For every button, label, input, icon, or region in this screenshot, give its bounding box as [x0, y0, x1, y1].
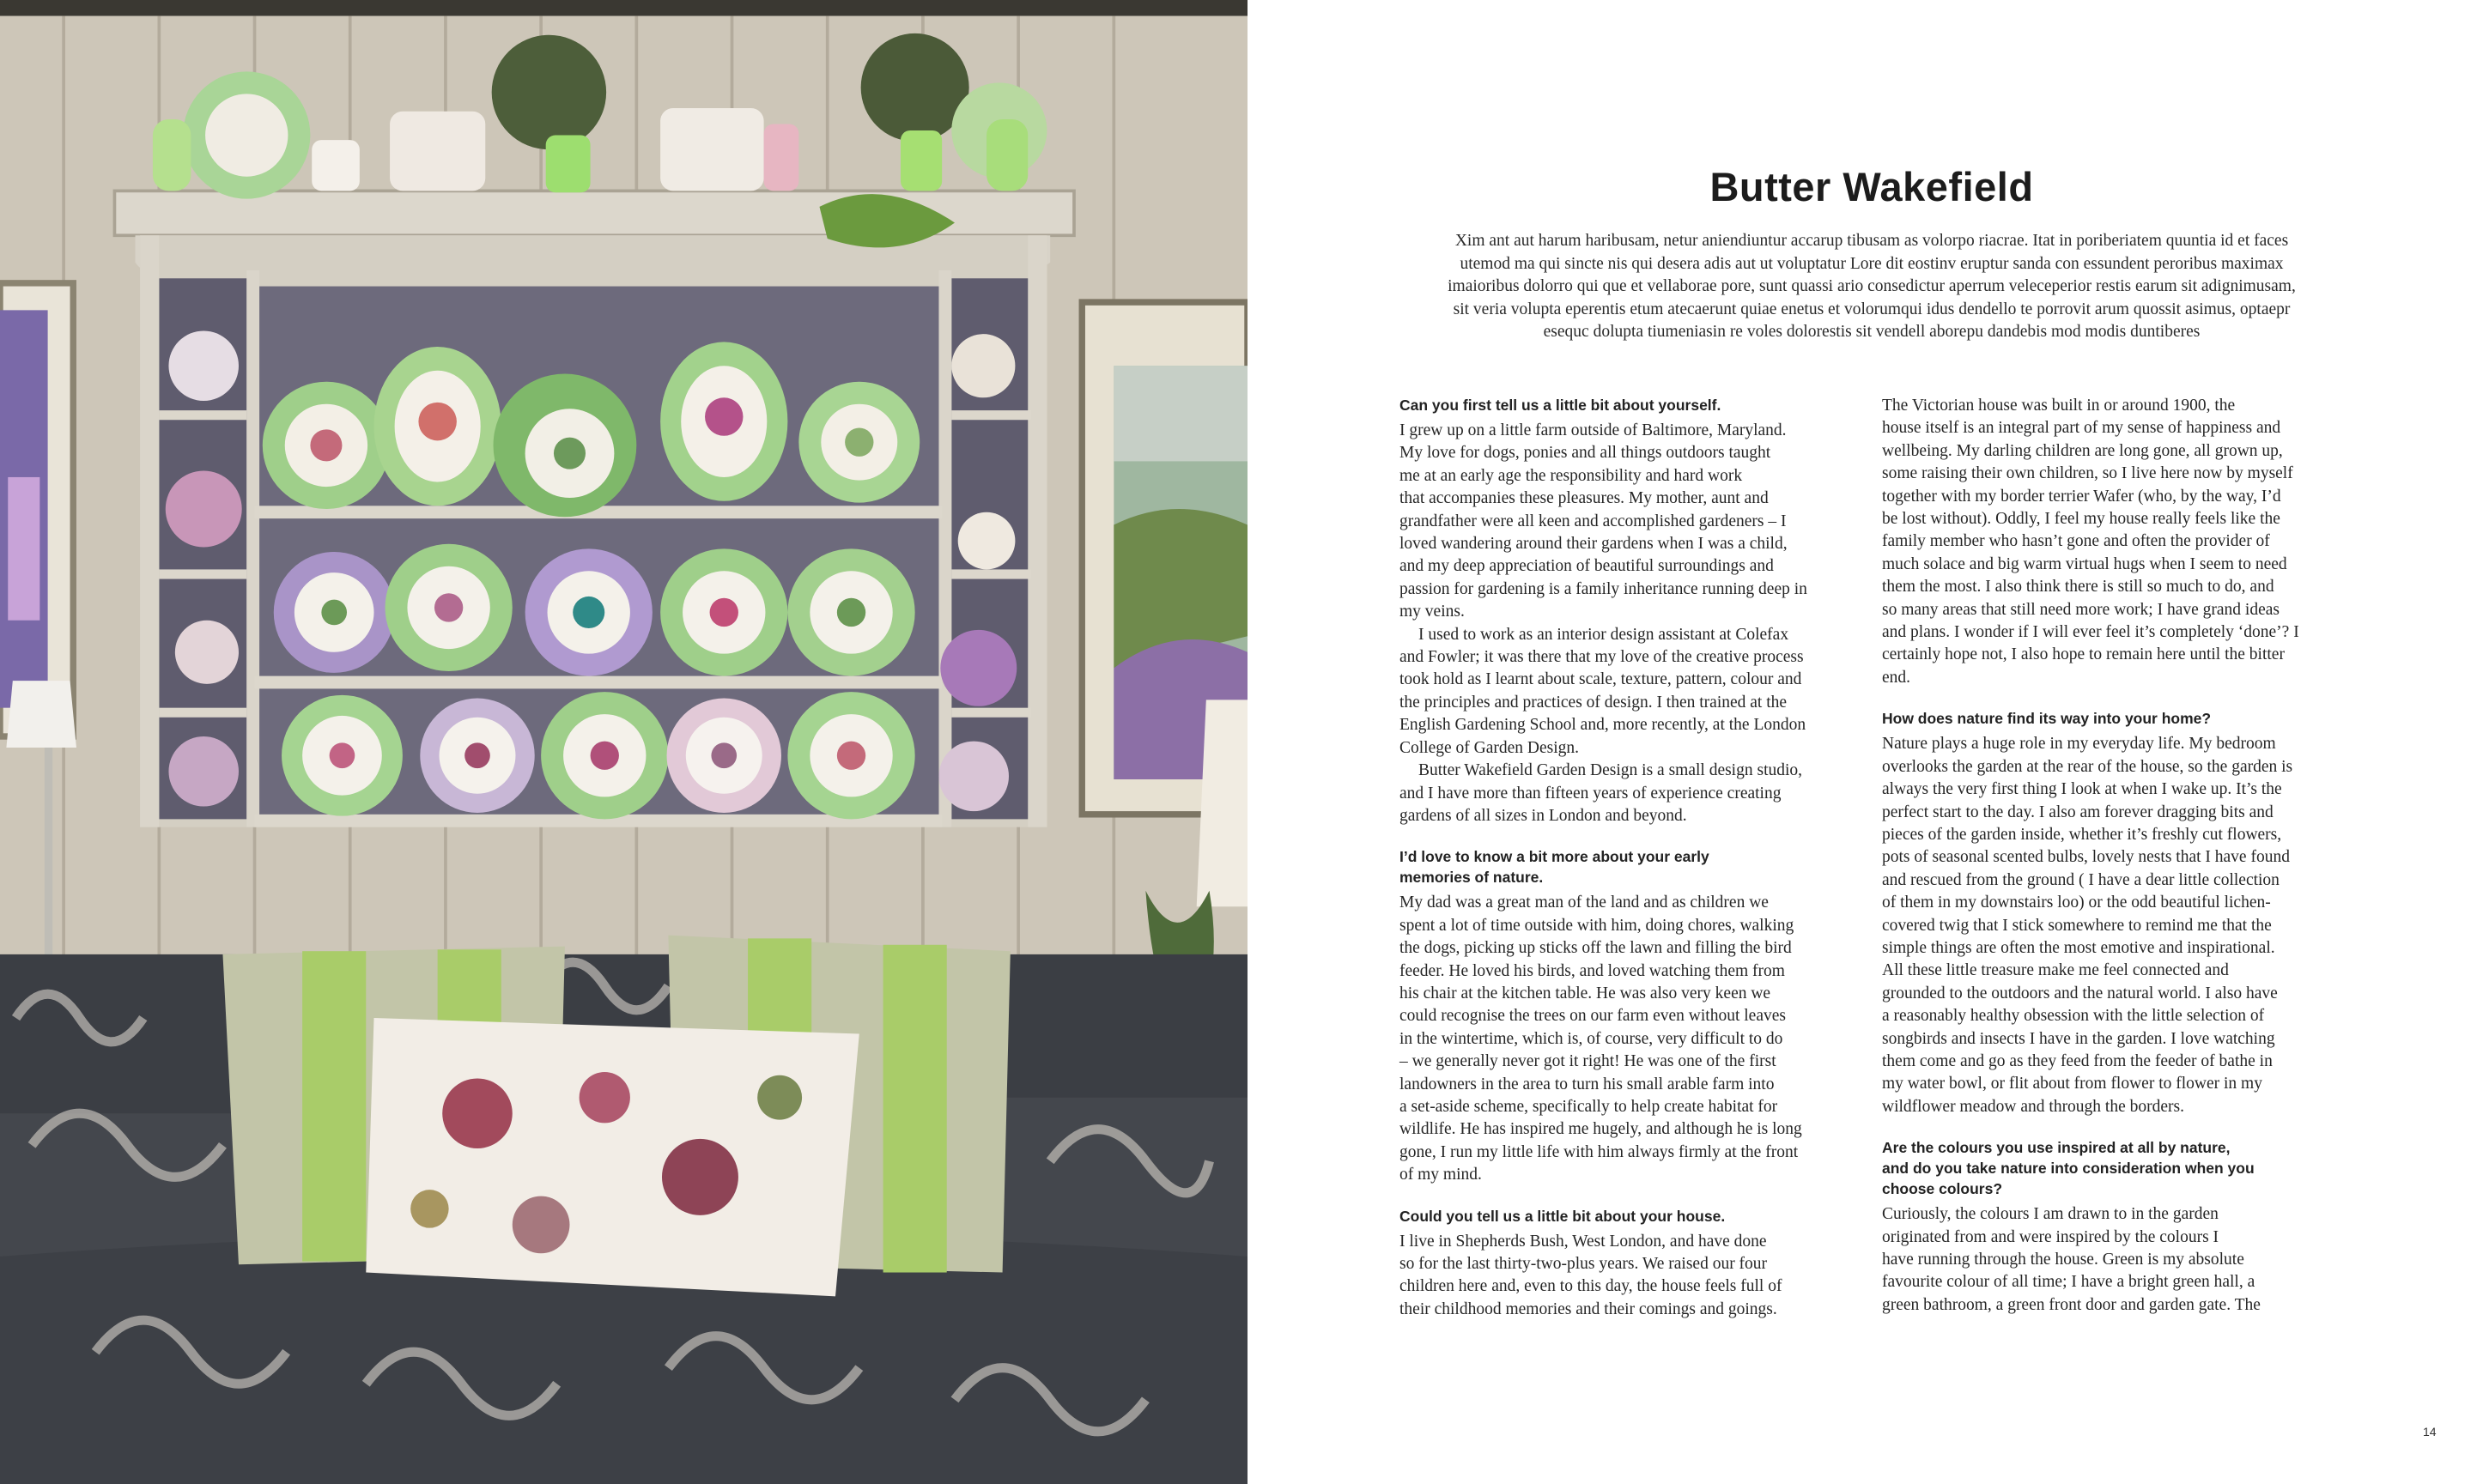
text-line: originated from and were inspired by the colours I	[1882, 1227, 2219, 1246]
text-line: My love for dogs, ponies and all things outdoors taught	[1399, 444, 1771, 463]
text-line: end.	[1882, 668, 1911, 687]
text-column-left	[1399, 395, 1863, 1321]
floral-pillow	[366, 1018, 859, 1296]
page-number: 14	[2423, 1425, 2437, 1439]
text-line: and rescued from the ground ( I have a dear little collection	[1882, 870, 2280, 889]
answer-paragraph	[1882, 733, 2346, 1118]
text-line: could recognise the trees on our farm even without leaves	[1399, 1007, 1786, 1026]
plate	[386, 544, 513, 671]
plate	[494, 373, 637, 517]
plate	[282, 695, 403, 816]
text-line: feeder. He loved his birds, and loved watching them from	[1399, 961, 1785, 980]
interview-question	[1399, 395, 1863, 415]
plate	[798, 382, 920, 503]
text-line: memories of nature.	[1399, 869, 1544, 887]
text-line: perfect start to the day. I also am forever dragging bits and	[1882, 803, 2274, 821]
text-line: them come and go as they feed from the feeder of bathe in	[1882, 1051, 2273, 1070]
text-line: certainly hope not, I also hope to remain here until the bitter	[1882, 645, 2285, 664]
text-line: wellbeing. My darling children are long gone, all grown up,	[1882, 441, 2283, 460]
text-line: their childhood memories and their comings and goings.	[1399, 1299, 1777, 1318]
text-line: landowners in the area to turn his small arable farm into	[1399, 1075, 1775, 1093]
text-line: and my deep appreciation of beautiful surroundings and	[1399, 557, 1774, 576]
plate	[525, 548, 653, 675]
text-line: Are the colours you use inspired at all by nature,	[1882, 1139, 2231, 1157]
text-line: simple things are often the most emotive and inspirational.	[1882, 938, 2275, 957]
text-line: the principles and practices of design. I then trained at the	[1399, 693, 1788, 712]
text-line: All these little treasure make me feel connected and	[1882, 961, 2229, 980]
plate	[660, 548, 787, 675]
text-line: The Victorian house was built in or around 1900, the	[1882, 397, 2236, 415]
intro-line: imaioribus dolorro qui que et vellaborae pore, sunt quassi ario consedictur aperrum veleceperior restis earum sit adignimusam,	[1448, 277, 2296, 295]
answer-paragraph	[1399, 892, 1863, 1186]
text-line: have running through the house. Green is my absolute	[1882, 1251, 2244, 1269]
text-line: Nature plays a huge role in my everyday life. My bedroom	[1882, 735, 2276, 754]
text-line: Butter Wakefield Garden Design is a small design studio,	[1418, 761, 1803, 780]
sofa	[0, 936, 1248, 1484]
text-line: Curiously, the colours I am drawn to in the garden	[1882, 1205, 2219, 1224]
text-line: me at an early age the responsibility and hard work	[1399, 466, 1743, 485]
text-line: my water bowl, or flit about from flower to flower in my	[1882, 1075, 2262, 1093]
text-line: passion for gardening is a family inheritance running deep in	[1399, 579, 1807, 598]
text-line: always the very first thing I look at when I wake up. It’s the	[1882, 780, 2282, 799]
text-line: a reasonably healthy obsession with the little selection of	[1882, 1007, 2265, 1026]
text-line: covered twig that I stick somewhere to remind me that the	[1882, 916, 2272, 935]
text-line: and Fowler; it was there that my love of the creative process	[1399, 648, 1804, 667]
intro-line: esequc dolupta tiumeniasin re voles dolorestis sit vendell aborepu dandebis mod modis duntiberes	[1543, 323, 2201, 341]
text-line: I used to work as an interior design assistant at Colefax	[1418, 625, 1789, 644]
plate	[787, 692, 914, 819]
article-intro	[1391, 230, 2352, 344]
text-line: them the most. I also think there is still so much to do, and	[1882, 578, 2274, 597]
text-line: of my mind.	[1399, 1166, 1482, 1184]
interview-question	[1399, 1206, 1863, 1227]
text-line: so many areas that still need more work; I have grand ideas	[1882, 600, 2280, 619]
intro-line: utemod ma qui sincte nis qui desera adis aut ut voluptatur Lore dit eostinv eruptur sanda con essundent peroribus maximax	[1460, 254, 2284, 273]
text-line: gardens of all sizes in London and beyond.	[1399, 806, 1687, 825]
text-line: My dad was a great man of the land and as children we	[1399, 893, 1769, 912]
plate	[787, 548, 914, 675]
plate	[541, 692, 668, 819]
text-line: pieces of the garden inside, whether it’s freshly cut flowers,	[1882, 825, 2282, 844]
text-line: and do you take nature into consideration when you	[1882, 1160, 2255, 1178]
text-line: wildflower meadow and through the borders.	[1882, 1097, 2184, 1116]
text-line: I live in Shepherds Bush, West London, and have done	[1399, 1232, 1767, 1251]
text-line: green bathroom, a green front door and garden gate. The	[1882, 1295, 2261, 1314]
text-line: that accompanies these pleasures. My mother, aunt and	[1399, 489, 1769, 508]
text-line: the dogs, picking up sticks off the lawn and filling the bird	[1399, 939, 1792, 958]
text-line: pots of seasonal scented bulbs, lovely nests that I have found	[1882, 848, 2290, 867]
text-line: my veins.	[1399, 603, 1465, 621]
text-line: wildlife. He has inspired me hugely, and although he is long	[1399, 1120, 1802, 1139]
answer-paragraph	[1882, 1203, 2346, 1317]
text-line: gone, I run my little life with him always firmly at the front	[1399, 1142, 1799, 1161]
text-line: in the wintertime, which is, of course, very difficult to do	[1399, 1029, 1783, 1048]
answer-paragraph	[1399, 1231, 1863, 1322]
text-line: of them in my downstairs loo) or the odd beautiful lichen-	[1882, 893, 2271, 912]
text-line: English Gardening School and, more recently, at the London	[1399, 716, 1806, 735]
text-column-right	[1882, 395, 2346, 1317]
text-line: much solace and big warm virtual hugs when I seem to need	[1882, 554, 2287, 573]
plates	[166, 330, 1017, 819]
plate	[420, 699, 534, 813]
text-line: and I have more than fifteen years of experience creating	[1399, 784, 1782, 803]
text-line: favourite colour of all time; I have a bright green hall, a	[1882, 1273, 2255, 1292]
text-line: children here and, even to this day, the house feels full of	[1399, 1277, 1782, 1296]
interview-question	[1882, 708, 2346, 729]
text-line: a set-aside scheme, specifically to help create habitat for	[1399, 1097, 1778, 1116]
text-line: house itself is an integral part of my sense of happiness and	[1882, 419, 2281, 438]
article-title: Butter Wakefield	[1709, 164, 2034, 209]
text-line: Could you tell us a little bit about your house.	[1399, 1207, 1726, 1225]
text-line: grounded to the outdoors and the natural world. I also have	[1882, 984, 2278, 1002]
text-line: be lost without). Oddly, I feel my house really feels like the	[1882, 510, 2280, 529]
answer-paragraph	[1399, 420, 1863, 624]
plate	[374, 347, 501, 506]
plate	[667, 699, 781, 813]
text-line: songbirds and insects I have in the garden. I love watching	[1882, 1029, 2275, 1048]
text-line: his chair at the kitchen table. He was also very keen we	[1399, 984, 1771, 1002]
answer-paragraph	[1882, 395, 2346, 689]
text-line: grandfather were all keen and accomplished gardeners – I	[1399, 512, 1787, 530]
text-line: – we generally never got it right! He was one of the first	[1399, 1052, 1776, 1071]
text-line: loved wandering around their gardens when I was a child,	[1399, 535, 1788, 554]
text-line: together with my border terrier Wafer (who, by the way, I’d	[1882, 487, 2281, 506]
intro-line: Xim ant aut harum haribusam, netur aniendiuntur accarup tibusam as volorpo riacrae. Itat in poriberiatem quuntia id et faces	[1454, 232, 2289, 250]
text-line: and plans. I wonder if I will ever feel it’s completely ‘done’? I	[1882, 623, 2299, 642]
answer-paragraph	[1399, 624, 1863, 760]
text-line: spent a lot of time outside with him, doing chores, walking	[1399, 916, 1794, 935]
text-line: so for the last thirty-two-plus years. We raised our four	[1399, 1255, 1768, 1273]
text-line: choose colours?	[1882, 1180, 2003, 1198]
plate	[274, 552, 395, 673]
text-line: I grew up on a little farm outside of Baltimore, Maryland.	[1399, 421, 1787, 439]
left-picture-frame	[0, 283, 73, 736]
answer-paragraph	[1399, 760, 1863, 827]
text-line: some raising their own children, so I live here now by myself	[1882, 464, 2293, 483]
text-line: I’d love to know a bit more about your early	[1399, 848, 1709, 866]
text-line: College of Garden Design.	[1399, 738, 1580, 757]
text-line: overlooks the garden at the rear of the house, so the garden is	[1882, 757, 2293, 776]
text-line: How does nature find its way into your home?	[1882, 710, 2212, 728]
interview-question	[1882, 1137, 2346, 1199]
interview-question	[1399, 846, 1863, 887]
text-line: family member who hasn’t gone and often the provider of	[1882, 532, 2270, 551]
text-line: took hold as I learnt about scale, texture, pattern, colour and	[1399, 670, 1802, 689]
plate	[263, 382, 390, 509]
plate	[660, 342, 787, 500]
text-line: Can you first tell us a little bit about yourself.	[1399, 397, 1721, 414]
intro-line: sit veria volupta eperentis etum atecaerunt quiae enetus et volorumqui idus dendello te porrovit arum quossit asimus, optaepr	[1453, 300, 2291, 318]
